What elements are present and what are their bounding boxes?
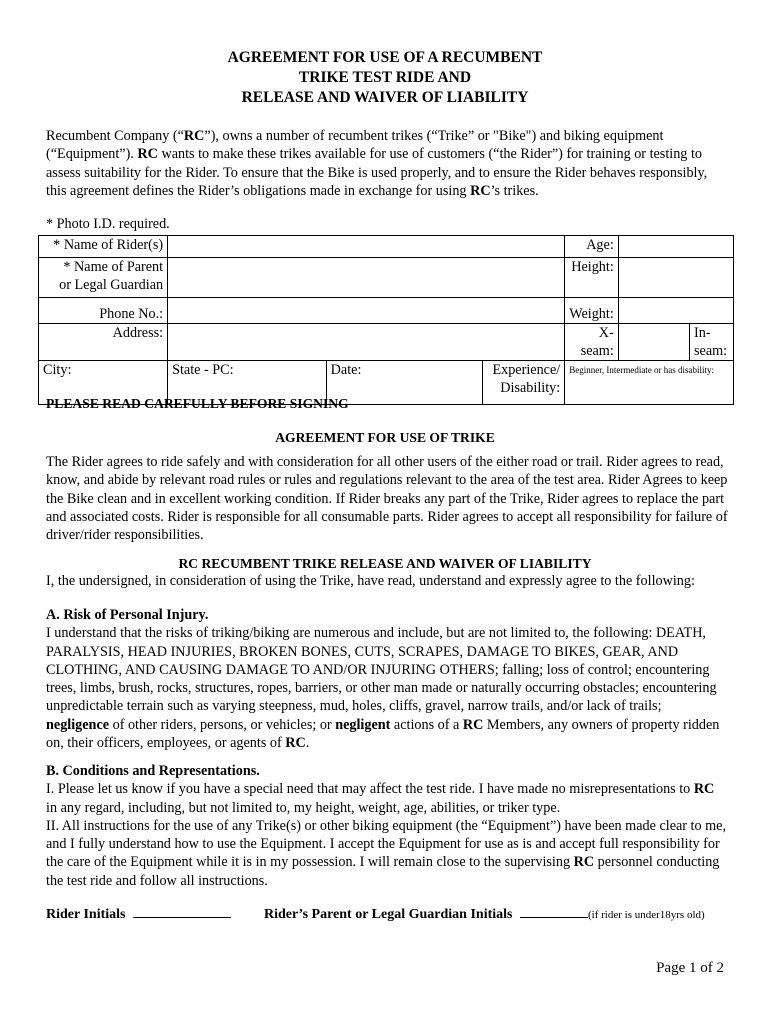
- title-line-2: TRIKE TEST RIDE AND: [298, 69, 472, 86]
- photo-id-note: * Photo I.D. required.: [46, 216, 170, 232]
- intro-paragraph: Recumbent Company (“RC”), owns a number of recumbent trikes (“Trike” or "Bike") and biking equipment (“Equipment”). RC wants to make these trikes available for use of customers (“the Rider”) for training or testing to assess suitability for the Rider. To ensure that the Bike is used properly, and to ensure the Rider behaves responsibly, this agreement defines the Rider’s obligations made in exchange for using RC’s trikes.: [46, 128, 708, 199]
- page-number: Page 1 of 2: [656, 960, 724, 976]
- section-b-heading: B. Conditions and Representations.: [46, 763, 260, 779]
- initials-row: [46, 905, 746, 923]
- title-line-1: AGREEMENT FOR USE OF A RECUMBENT: [227, 49, 543, 66]
- under-18-note: (if rider is under18yrs old): [587, 909, 705, 921]
- address-label: Address:: [39, 324, 168, 361]
- agreement-heading: AGREEMENT FOR USE OF TRIKE: [275, 430, 495, 445]
- weight-label: Weight:: [565, 298, 619, 324]
- guardian-initials-field[interactable]: [520, 905, 588, 918]
- title-line-3: RELEASE AND WAIVER OF LIABILITY: [241, 89, 529, 106]
- parent-name-label: * Name of Parent or Legal Guardian: [39, 258, 168, 298]
- inseam-label: In-seam:: [690, 324, 734, 361]
- xseam-field[interactable]: [618, 324, 689, 361]
- release-heading: RC RECUMBENT TRIKE RELEASE AND WAIVER OF LIABILITY: [178, 556, 592, 571]
- age-label: Age:: [565, 236, 619, 258]
- rider-name-field[interactable]: [168, 236, 565, 258]
- age-field[interactable]: [618, 236, 733, 258]
- phone-field[interactable]: [168, 298, 565, 324]
- document-title: [0, 48, 770, 108]
- rider-name-label: * Name of Rider(s): [39, 236, 168, 258]
- rider-initials-field[interactable]: [133, 905, 231, 918]
- rider-initials-label: Rider Initials: [46, 907, 126, 922]
- experience-hint: Beginner, Intermediate or has disability:: [565, 361, 734, 405]
- city-label: City:: [39, 361, 168, 405]
- height-label: Height:: [565, 258, 619, 298]
- state-label: State - PC:: [168, 361, 327, 405]
- phone-label: Phone No.:: [39, 298, 168, 324]
- section-a-heading: A. Risk of Personal Injury.: [46, 607, 209, 623]
- agreement-body: The Rider agrees to ride safely and with consideration for all other users of the either road or trail. Rider agrees to read, know, and abide by relevant road rules or rules and regulations relevant to the area of the test area. Rider Agrees to keep the Bike clean and in excellent working condition. If Rider breaks any part of the Trike, Rider agrees to replace the part and associated costs. Rider is responsible for all consumable parts. Rider agrees to accept all responsibility for failure of driver/rider responsibilities.: [46, 454, 728, 544]
- parent-name-field[interactable]: [168, 258, 565, 298]
- rider-info-form: [38, 235, 734, 405]
- xseam-label: X-seam:: [565, 324, 619, 361]
- address-field[interactable]: [168, 324, 565, 361]
- guardian-initials-label: Rider’s Parent or Legal Guardian Initials: [263, 907, 513, 922]
- weight-field[interactable]: [618, 298, 733, 324]
- date-label: Date:: [326, 361, 483, 405]
- height-field[interactable]: [618, 258, 733, 298]
- section-a: A. Risk of Personal Injury. I understand that the risks of triking/biking are numerous and include, but are not limited to, the following: DEATH, PARALYSIS, HEAD INJURIES, BROKEN BONES, CUTS, SCRAPES, DAMAGE TO BIKES, GEAR, AND CLOTHING, AND CAUSING DAMAGE TO AND/OR INJURING OTHERS; falling; loss of control; encountering trees, limbs, brush, rocks, structures, ropes, barriers, or other man made or naturally occurring obstacles; encountering unpredictable terrain such as varying steepness, mud, holes, cliffs, gravel, narrow trails, and/or lack of trails; negligence of other riders, persons, or vehicles; or negligent actions of a RC Members, any owners of property ridden on, their officers, employees, or agents of RC.: [46, 606, 728, 752]
- section-b: B. Conditions and Representations. I. Please let us know if you have a special need that may affect the test ride. I have made no misrepresentations to RC in any regard, including, but not limited to, my height, weight, age, abilities, or triker type. II. All instructions for the use of any Trike(s) or other biking equipment (the “Equipment”) have been made clear to me, and I fully understand how to use the Equipment. I accept the Equipment for use as is and accept full responsibility for the care of the Equipment while it is in my possession. I will remain close to the supervising RC personnel conducting the test ride and follow all instructions.: [46, 763, 727, 889]
- release-intro: I, the undersigned, in consideration of using the Trike, have read, understand and expressly agree to the following:: [46, 573, 695, 589]
- experience-label: Experience/ Disability:: [483, 361, 565, 405]
- read-carefully-heading: PLEASE READ CAREFULLY BEFORE SIGNING: [46, 396, 349, 411]
